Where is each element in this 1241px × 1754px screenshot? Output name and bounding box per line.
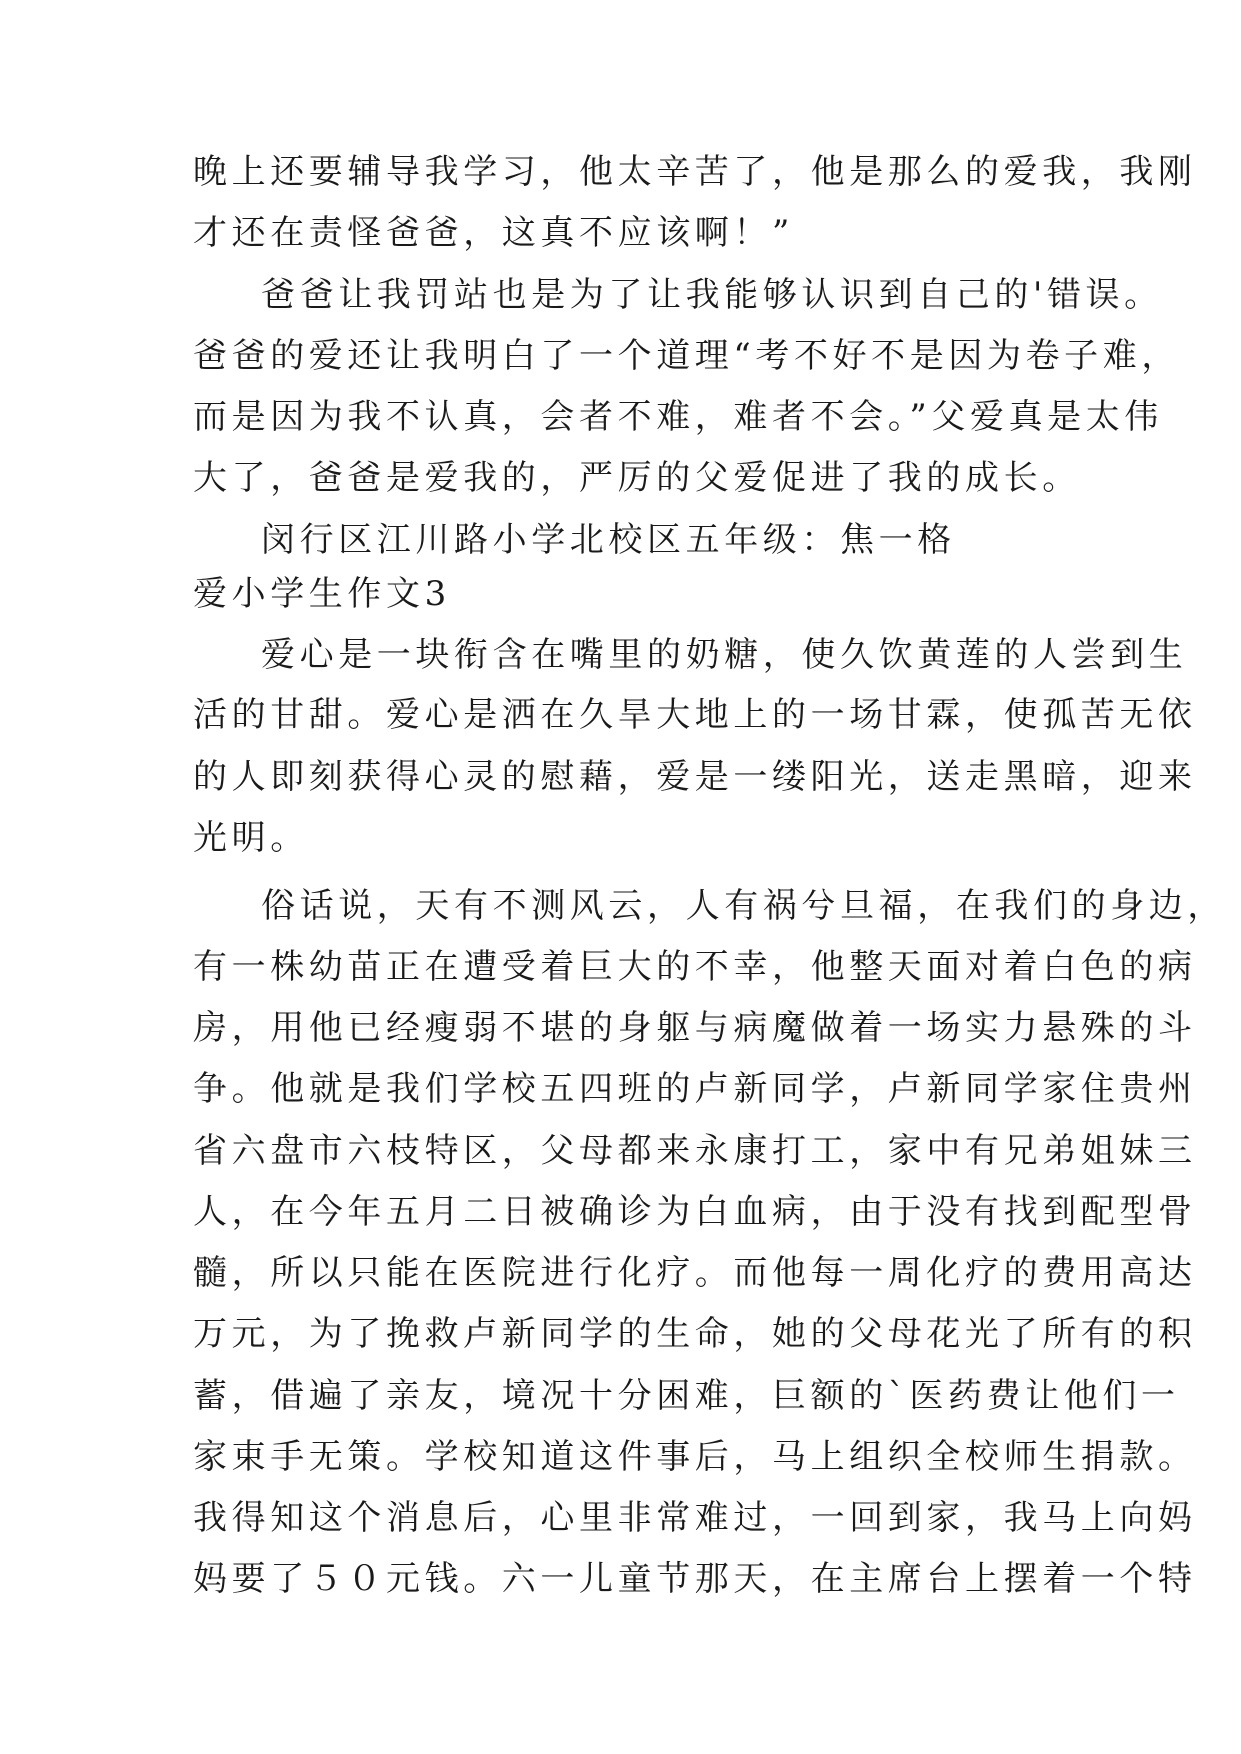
paragraph-start-line: 爱心是一块衔含在嘴里的奶糖，使久饮黄莲的人尝到生	[261, 635, 1188, 675]
text-line: 我得知这个消息后，心里非常难过，一回到家，我马上向妈	[193, 1498, 1197, 1538]
text-line: 家束手无策。学校知道这件事后，马上组织全校师生捐款。	[193, 1437, 1197, 1477]
text-line: 有一株幼苗正在遭受着巨大的不幸，他整天面对着白色的病	[193, 947, 1197, 987]
text-line: 晚上还要辅导我学习，他太辛苦了，他是那么的爱我，我刚	[193, 152, 1197, 192]
paragraph-start-line: 爸爸让我罚站也是为了让我能够认识到自己的'错误。	[261, 275, 1163, 315]
text-line: 光明。	[193, 818, 309, 858]
paragraph-start-line: 俗话说，天有不测风云，人有祸兮旦福，在我们的身边，	[261, 886, 1226, 926]
text-line: 爸爸的爱还让我明白了一个道理“考不好不是因为卷子难，	[193, 336, 1180, 376]
text-line: 省六盘市六枝特区，父母都来永康打工，家中有兄弟姐妹三	[193, 1131, 1197, 1171]
text-line: 而是因为我不认真，会者不难，难者不会。”父爱真是太伟	[193, 397, 1163, 437]
text-line: 才还在责怪爸爸，这真不应该啊！”	[193, 213, 794, 253]
text-line: 争。他就是我们学校五四班的卢新同学，卢新同学家住贵州	[193, 1069, 1197, 1109]
text-line: 万元，为了挽救卢新同学的生命，她的父母花光了所有的积	[193, 1314, 1197, 1354]
text-line: 妈要了５０元钱。六一儿童节那天，在主席台上摆着一个特	[193, 1559, 1197, 1599]
text-line: 大了，爸爸是爱我的，严厉的父爱促进了我的成长。	[193, 458, 1081, 498]
text-line: 人，在今年五月二日被确诊为白血病，由于没有找到配型骨	[193, 1192, 1197, 1232]
author-line: 闵行区江川路小学北校区五年级：焦一格	[261, 520, 956, 560]
text-line: 蓄，借遍了亲友，境况十分困难，巨额的`医药费让他们一	[193, 1376, 1180, 1416]
text-line: 的人即刻获得心灵的慰藉，爱是一缕阳光，送走黑暗，迎来	[193, 757, 1197, 797]
text-line: 房，用他已经瘦弱不堪的身躯与病魔做着一场实力悬殊的斗	[193, 1008, 1197, 1048]
text-line: 活的甘甜。爱心是洒在久旱大地上的一场甘霖，使孤苦无依	[193, 695, 1197, 735]
essay-title: 爱小学生作文3	[193, 574, 451, 614]
text-line: 髓，所以只能在医院进行化疗。而他每一周化疗的费用高达	[193, 1253, 1197, 1293]
